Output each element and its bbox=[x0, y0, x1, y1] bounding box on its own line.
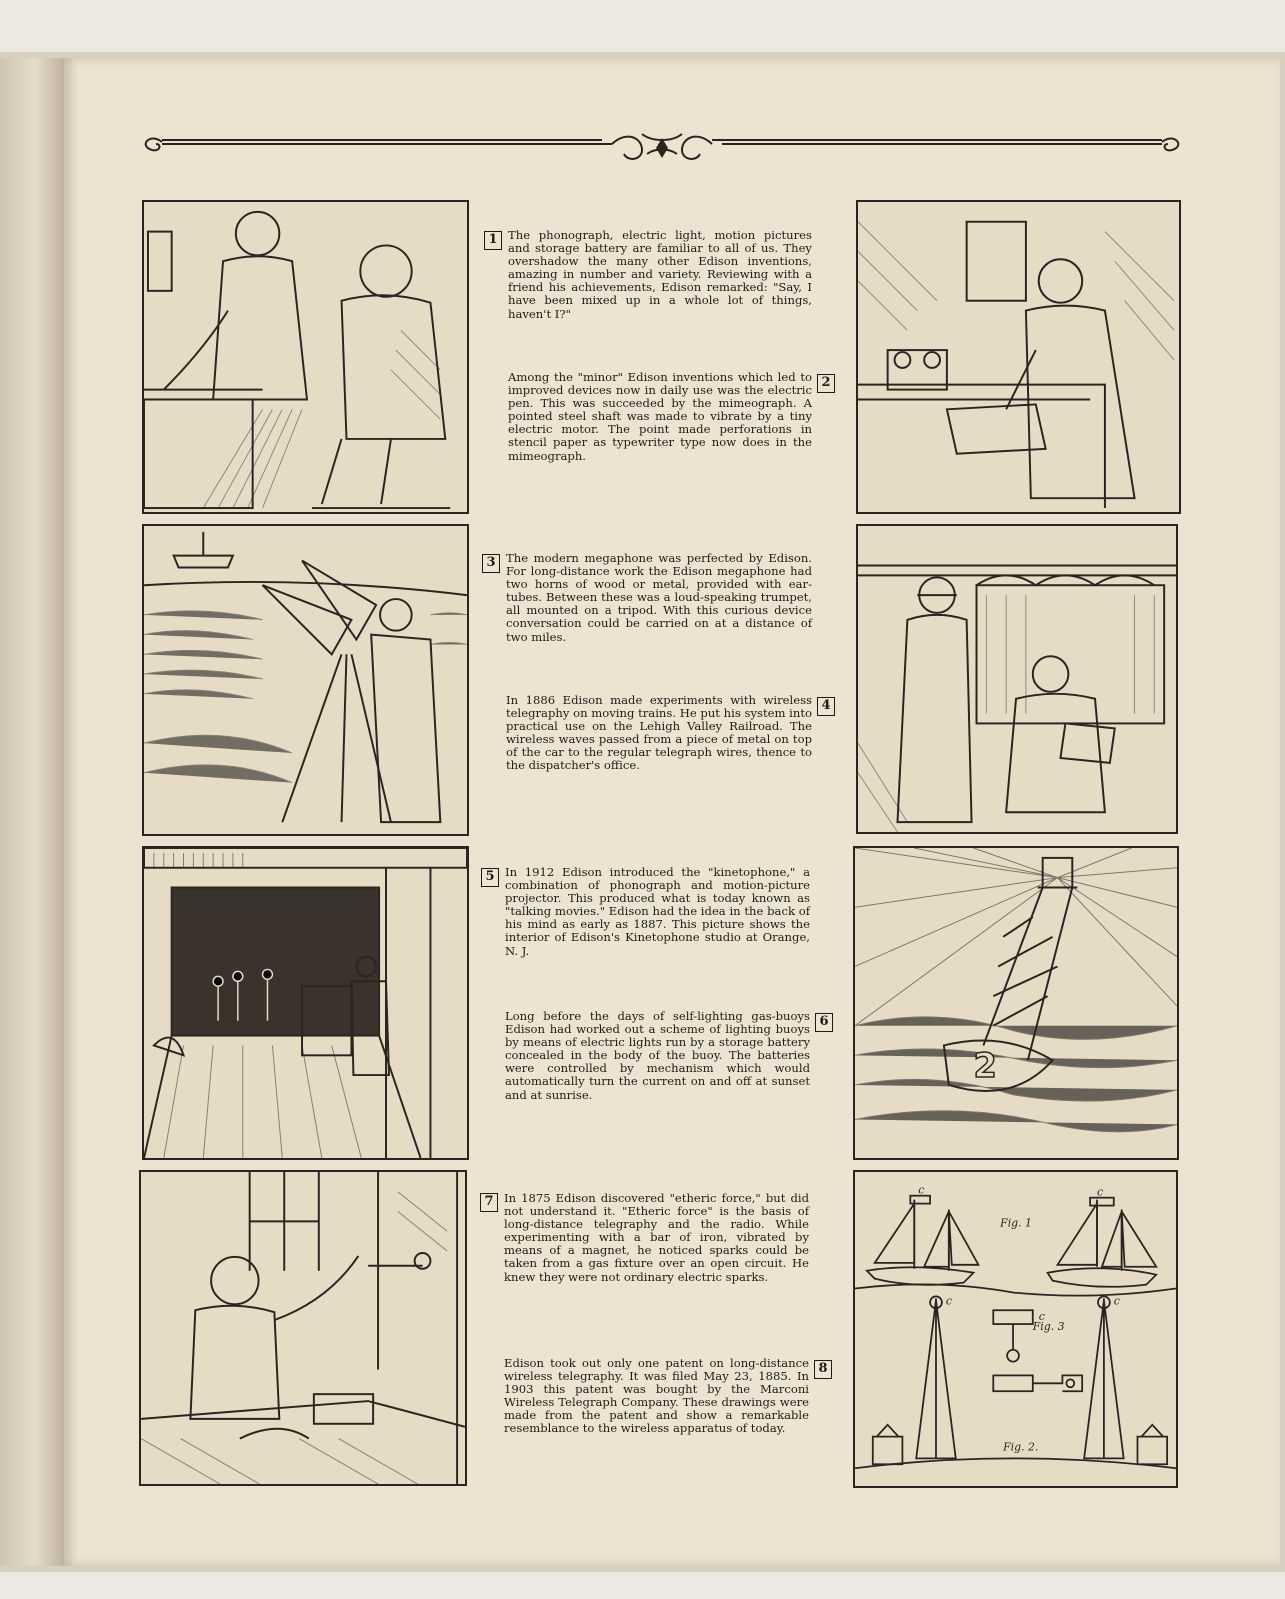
buoy-number: 2 bbox=[973, 1046, 997, 1086]
illustration-train-telegraphy bbox=[856, 524, 1178, 834]
illustration-edison-and-friend bbox=[142, 200, 469, 514]
caption-number-8: 8 bbox=[814, 1360, 832, 1379]
caption-number-3: 3 bbox=[482, 554, 500, 573]
caption-8: Edison took out only one patent on long-distance wireless telegraphy. It was filed May 23, 1885. In 1903 this patent was bought by the Marconi Wireless Telegraph Company. These drawings were made from the patent and show a remarkable resemblance to the wireless apparatus of today. bbox=[504, 1356, 809, 1436]
caption-number-5: 5 bbox=[481, 868, 499, 887]
caption-number-2: 2 bbox=[817, 374, 835, 393]
caption-number-6: 6 bbox=[815, 1013, 833, 1032]
illustration-electric-pen bbox=[856, 200, 1181, 514]
caption-number-7: 7 bbox=[480, 1193, 498, 1212]
caption-2: Among the "minor" Edison inventions which led to improved devices now in daily use was the electric pen. This was succeeded by the mimeograph. A pointed steel shaft was made to vibrate by a tiny electric motor. The point made perforations in stencil paper as typewriter type now does in the mimeograph. bbox=[508, 370, 812, 463]
c-label-left: c bbox=[918, 1183, 925, 1197]
header-ornament bbox=[142, 124, 1182, 164]
fig2-label: Fig. 2. bbox=[1003, 1440, 1039, 1454]
illustration-wireless-patent-drawing bbox=[853, 1170, 1178, 1488]
c-label-right: c bbox=[1096, 1185, 1104, 1199]
caption-3: The modern megaphone was perfected by Edison. For long-distance work the Edison megaphone had two horns of wood or metal, provided with ear-tubes. Between these was a loud-speaking trumpet, all mounted on a tripod. With this curious device conversation could be carried on at a distance of two miles. bbox=[506, 551, 812, 644]
c-label-fig3: c bbox=[1038, 1310, 1045, 1324]
illustration-kinetophone-studio bbox=[142, 846, 469, 1160]
caption-number-4: 4 bbox=[817, 697, 835, 716]
c-label-mast-right: c bbox=[1113, 1294, 1120, 1308]
illustration-megaphone bbox=[142, 524, 469, 836]
illustration-lighted-buoy bbox=[853, 846, 1179, 1160]
caption-number-1: 1 bbox=[484, 231, 502, 250]
illustration-etheric-force bbox=[139, 1170, 467, 1486]
fig1-label: Fig. 1 bbox=[1000, 1216, 1032, 1230]
c-label-mast-left: c bbox=[945, 1294, 952, 1308]
caption-4: In 1886 Edison made experiments with wireless telegraphy on moving trains. He put his system into practical use on the Lehigh Valley Railroad. The wireless waves passed from a piece of metal on top of the car to the regular telegraph wires, thence to the dispatcher's office. bbox=[506, 693, 812, 773]
left-page-edge bbox=[0, 58, 64, 1566]
caption-6: Long before the days of self-lighting gas-buoys Edison had worked out a scheme of lighting buoys by means of electric lights run by a storage battery concealed in the body of the buoy. The batteries were controlled by mechanism which would automatically turn the current on and off at sunset and at sunrise. bbox=[505, 1009, 810, 1102]
caption-1: The phonograph, electric light, motion pictures and storage battery are familiar to all of us. They overshadow the many other Edison inventions, amazing in number and variety. Reviewing with a friend his achievements, Edison remarked: "Say, I have been mixed up in a whole lot of things, haven't I?" bbox=[508, 228, 812, 321]
caption-5: In 1912 Edison introduced the "kinetophone," a combination of phonograph and motion-picture projector. This produced what is today known as "talking movies." Edison had the idea in the back of his mind as early as 1887. This picture shows the interior of Edison's Kinetophone studio at Orange, N. J. bbox=[505, 865, 810, 958]
fig3-label: Fig. 3 bbox=[1032, 1319, 1065, 1333]
caption-7: In 1875 Edison discovered "etheric force," but did not understand it. "Etheric force" is the basis of long-distance telegraphy and the radio. While experimenting with a bar of iron, vibrated by means of a magnet, he noticed sparks could be taken from a gas fixture over an open circuit. He knew they were not ordinary electric sparks. bbox=[504, 1191, 809, 1284]
